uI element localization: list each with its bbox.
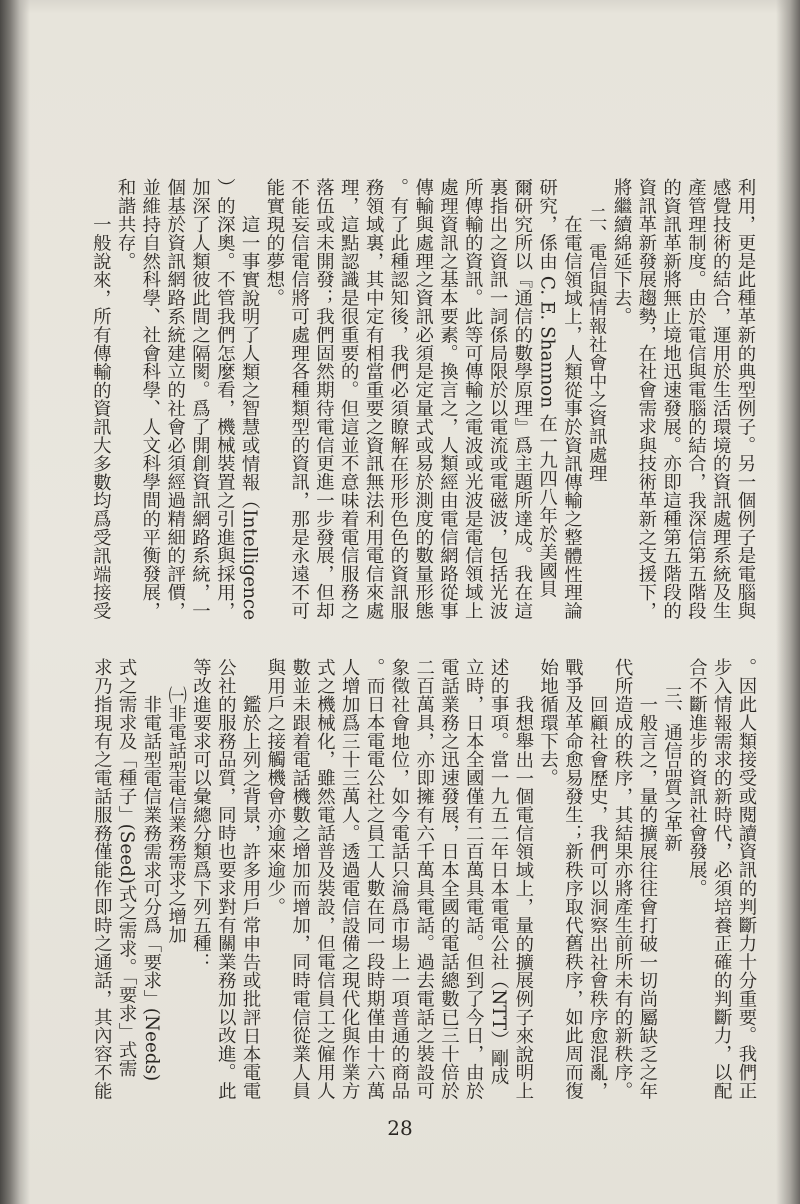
subsection-heading: ㈠非電話型電信業務需求之增加	[165, 685, 187, 944]
text-line: 回顧社會歷史，我們可以洞察出社會秩序愈混亂，	[587, 694, 609, 1100]
text-line: 式之機械化，雖然電話普及裝設，但電信員工之僱用人	[314, 658, 336, 1100]
text-line: 裏指出之資訊一詞係局限於以電流或電磁波，包括光波	[487, 178, 509, 620]
text-line: 務領域裏，其中定有相當重要之資訊無法利用電信來處	[363, 178, 385, 620]
text-line: 人增加爲三十三萬人。透過電信設備之現代化與作業方	[339, 658, 361, 1100]
text-line: 感覺技術的結合，運用於生活環境的資訊處理系統及生	[710, 178, 732, 620]
text-line: 處理資訊之基本要素。換言之，人類經由電信網路從事	[437, 178, 459, 620]
text-line: 不能妄信電信將可處理各種類型的資訊，那是永遠不可	[288, 178, 310, 620]
text-line: 求乃指現有之電話服務僅能作即時之通話，其內容不能	[91, 658, 113, 1100]
text-line: 立時，日本全國僅有二百萬具電話。但到了今日，由於	[463, 658, 485, 1100]
page-edge-shadow-right	[776, 0, 800, 1204]
text-line: 這一事實說明了人類之智慧或情報（Intelligence	[239, 214, 261, 620]
text-line: 加深了人類彼此間之隔閡。爲了開創資訊網路系統，一	[189, 178, 211, 620]
text-line: 我想舉出一個電信領域上，量的擴展例子來說明上	[512, 694, 534, 1100]
lower-text-block	[88, 658, 758, 1104]
page-number: 28	[387, 1116, 413, 1140]
text-line: 傳輸與處理之資訊必須是定量式或易於測度的數量形態	[412, 178, 434, 620]
text-line: 理，這點認識是很重要的。但這並不意味着電信服務之	[338, 178, 360, 620]
text-line: 合不斷進步的資訊社會發展。	[686, 658, 708, 898]
page-edge-shadow-left	[0, 0, 30, 1204]
text-line: 所傳輸的資訊。此等可傳輸之電波或光波是電信領域上	[462, 178, 484, 620]
text-line: 代所造成的秩序，其結果亦將產生前所未有的新秩序。	[612, 658, 634, 1100]
text-line: 在電信領域上，人類從事於資訊傳輸之整體性理論	[561, 214, 583, 620]
text-line: 等改進要求可以彙總分類爲下列五種：	[190, 658, 212, 971]
text-line: 。而日本電電公社之員工人數在同一段時期僅由十六萬	[364, 658, 386, 1100]
text-line: 公社的服務品質，同時也要求對有關業務加以改進。此	[215, 658, 237, 1100]
text-line: 能實現的夢想。	[263, 178, 285, 307]
text-line: 始地循環下去。	[537, 658, 559, 787]
text-line: 研究，係由 C. E. Shannon 在一九四八年於美國貝	[536, 178, 558, 598]
text-line: 。因此人類接受或閱讀資訊的判斷力十分重要。我們正	[736, 658, 757, 1100]
text-line: 戰爭及革命愈易發生；新秩序取代舊秩序，如此周而復	[562, 658, 584, 1100]
text-line: 一般言之，量的擴展往往會打破一切尚屬缺乏之年	[636, 694, 658, 1100]
text-line: 爾研究所以『通信的數學原理』爲主題所達成。我在這	[511, 178, 533, 620]
upper-text-block	[87, 178, 757, 628]
text-line: 資訊革新發展趨勢，在社會需求與技術革新之支援下，	[635, 178, 657, 620]
section-heading: 三、通信品質之革新	[661, 685, 683, 852]
text-line: 個基於資訊網路系統建立的社會必須經過精細的評價，	[164, 178, 186, 620]
text-line: 式之需求及「種子」(Seed)式之需求。「要求」式需	[116, 658, 138, 1078]
text-line: 和諧共存。	[115, 178, 137, 270]
text-line: 的資訊革新將無止境地迅速發展。亦即這種第五階段的	[660, 178, 682, 620]
text-line: 產管理制度。由於電信與電腦的結合，我深信第五階段	[685, 178, 707, 620]
text-line: 數並未跟着電話機數之增加而增加，同時電信從業人員	[289, 658, 311, 1100]
text-line: 二百萬具，亦即擁有六千萬具電話。過去電話之裝設可	[413, 658, 435, 1100]
text-line: 步入情報需求的新時代，必須培養正確的判斷力，以配	[711, 658, 733, 1100]
text-line: 電話業務之迅速發展，日本全國的電話總數已三十倍於	[438, 658, 460, 1100]
text-line: 將繼續綿延下去。	[611, 178, 633, 326]
section-heading: 二、電信與情報社會中之資訊處理	[586, 205, 608, 482]
text-line: 並維持自然科學、社會科學、人文科學間的平衡發展，	[139, 178, 161, 620]
text-line: 一般說來，所有傳輸的資訊大多數均爲受訊端接受	[90, 214, 112, 620]
text-line: 利用，更是此種革新的典型例子。另一個例子是電腦與	[735, 178, 756, 620]
text-line: 非電話型電信業務需求可分爲「要求」(Needs)	[140, 694, 162, 1082]
text-line: 述的事項。當一九五二年日本電電公社（NTT）剛成	[488, 658, 510, 1086]
text-line: 象徵社會地位，如今電話只淪爲市場上一項普通的商品	[388, 658, 410, 1100]
text-line: 。有了此種認知後，我們必須瞭解在形形色色的資訊服	[387, 178, 409, 620]
text-line: ）的深奧。不管我們怎麼看，機械裝置之引進與採用，	[214, 178, 236, 620]
text-line: 與用戶之接觸機會亦逾來逾少。	[264, 658, 286, 916]
text-line: 鑑於上列之背景，許多用戶常申告或批評日本電電	[240, 694, 262, 1100]
text-line: 落伍或未開發；我們固然期待電信更進一步發展，但却	[313, 178, 335, 620]
